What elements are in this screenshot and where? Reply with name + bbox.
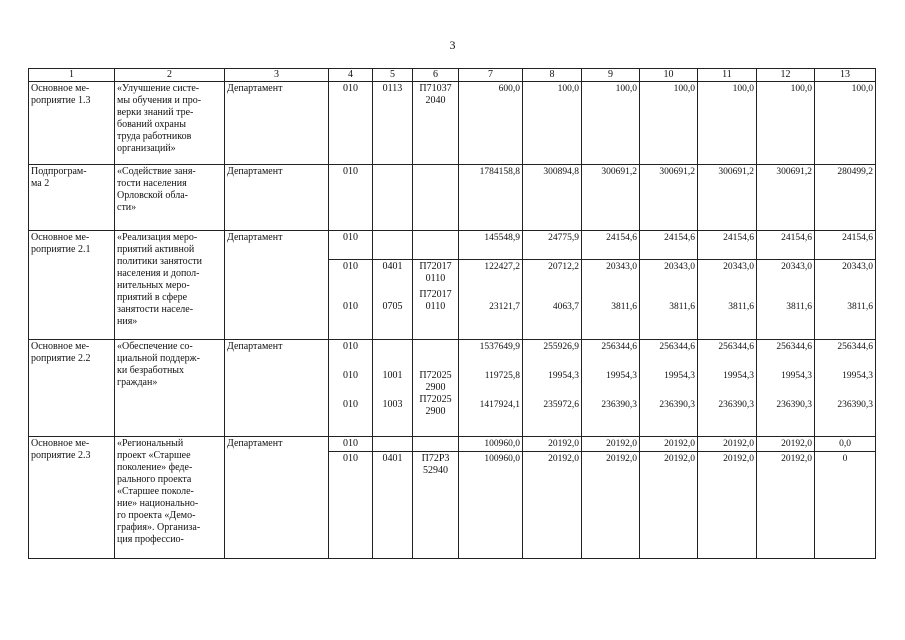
value-cell: 20192,0 [640, 452, 698, 559]
value-cell: 19954,3 [606, 371, 637, 381]
code-rzpr [373, 231, 413, 260]
col-header: 4 [329, 69, 373, 82]
value-cell: 236390,3 [837, 400, 873, 410]
value-cell: 300691,2 [582, 165, 640, 231]
code-grbs: 010 [329, 165, 373, 231]
value-cell: 236390,3 [718, 400, 754, 410]
code-grbs: 010 [343, 261, 358, 272]
value-cell: 100960,0 [459, 437, 523, 452]
col-header: 11 [698, 69, 757, 82]
code-rzpr: 0705 [382, 301, 403, 312]
executor: Департамент [225, 82, 329, 165]
program-name: «Региональный проект «Старшее поколение» феде- рального проекта «Старшее поколе- ние» национально- го проекта «Демо- графия». Организа- ция профессио- [115, 437, 225, 559]
executor: Департамент [225, 340, 329, 437]
value-cell: 600,0 [459, 82, 523, 165]
value-cell: 3811,6 [847, 302, 873, 312]
page-number: 3 [449, 38, 456, 52]
code-csr: П72017 0110 [419, 289, 452, 312]
value-cell: 19954,3 [664, 371, 695, 381]
col-header: 13 [815, 69, 876, 82]
value-cell: 300691,2 [640, 165, 698, 231]
table-row [29, 165, 876, 231]
value-cell: 3811,6 [669, 302, 695, 312]
code-csr: П72Р3 52940 [413, 452, 459, 559]
program-name: «Содействие заня- тости населения Орловской обла- сти» [115, 165, 225, 231]
table-row [29, 340, 876, 437]
table-row [29, 437, 876, 452]
value-cell: 100960,0 [459, 452, 523, 559]
value-cell: 20343,0 [664, 262, 695, 272]
table-row [29, 231, 876, 260]
value-cell: 256344,6 [601, 342, 637, 352]
col-header: 7 [459, 69, 523, 82]
code-rzpr: 1003 [382, 399, 403, 410]
value-cell: 20192,0 [582, 437, 640, 452]
code-grbs: 010 [343, 301, 358, 312]
value-cell: 20192,0 [698, 452, 757, 559]
program-name: «Улучшение систе- мы обучения и про- верки знаний тре- бований охраны труда работников организаций» [115, 82, 225, 165]
value-cell: 24154,6 [640, 231, 698, 260]
value-cell: 3811,6 [786, 302, 812, 312]
col-header: 9 [582, 69, 640, 82]
value-cell: 20712,2 [548, 262, 579, 272]
value-cell: 24154,6 [815, 231, 876, 260]
col-header: 10 [640, 69, 698, 82]
value-cell: 255926,9 [543, 342, 579, 352]
value-cell: 236390,3 [659, 400, 695, 410]
col-header: 3 [225, 69, 329, 82]
value-cell: 20192,0 [757, 452, 815, 559]
value-cell: 100,0 [698, 82, 757, 165]
code-grbs: 010 [343, 341, 358, 352]
code-csr [413, 437, 459, 452]
program-code: Основное ме- роприятие 2.2 [29, 340, 115, 437]
code-grbs: 010 [343, 399, 358, 410]
value-cell: 256344,6 [776, 342, 812, 352]
table-row [29, 82, 876, 165]
value-cell: 19954,3 [842, 371, 873, 381]
value-cell: 20192,0 [698, 437, 757, 452]
value-cell: 20343,0 [606, 262, 637, 272]
col-header: 6 [413, 69, 459, 82]
value-cell: 3811,6 [611, 302, 637, 312]
header-row [29, 69, 876, 82]
value-cell: 300691,2 [757, 165, 815, 231]
code-grbs: 010 [329, 82, 373, 165]
value-cell: 1537649,9 [479, 342, 520, 352]
code-csr: П71037 2040 [413, 82, 459, 165]
value-cell: 119725,8 [484, 371, 520, 381]
value-cell: 23121,7 [489, 302, 520, 312]
budget-table [28, 68, 876, 559]
code-rzpr: 1001 [382, 370, 403, 381]
code-grbs: 010 [343, 370, 358, 381]
value-cell: 4063,7 [552, 302, 579, 312]
value-cell: 19954,3 [723, 371, 754, 381]
code-rzpr [375, 341, 410, 353]
value-cell: 24154,6 [698, 231, 757, 260]
value-cell: 20192,0 [757, 437, 815, 452]
value-cell: 1417924,1 [479, 400, 520, 410]
value-cell: 20343,0 [723, 262, 754, 272]
program-code: Основное ме- роприятие 2.1 [29, 231, 115, 340]
value-cell: 20343,0 [842, 262, 873, 272]
value-cell: 20343,0 [781, 262, 812, 272]
value-cell: 100,0 [523, 82, 582, 165]
value-cell: 256344,6 [837, 342, 873, 352]
col-header: 12 [757, 69, 815, 82]
col-header: 1 [29, 69, 115, 82]
code-rzpr [373, 437, 413, 452]
code-csr [413, 231, 459, 260]
code-rzpr: 0401 [373, 452, 413, 559]
executor: Департамент [225, 437, 329, 559]
value-cell: 256344,6 [659, 342, 695, 352]
program-code: Основное ме- роприятие 1.3 [29, 82, 115, 165]
col-header: 2 [115, 69, 225, 82]
value-cell: 1784158,8 [459, 165, 523, 231]
value-cell: 20192,0 [640, 437, 698, 452]
value-cell: 24154,6 [757, 231, 815, 260]
value-cell: 3811,6 [728, 302, 754, 312]
value-cell: 300691,2 [698, 165, 757, 231]
value-cell: 100,0 [815, 82, 876, 165]
value-cell: 0 [815, 452, 876, 559]
value-cell: 235972,6 [543, 400, 579, 410]
value-cell: 100,0 [640, 82, 698, 165]
value-cell: 236390,3 [601, 400, 637, 410]
value-cell: 256344,6 [718, 342, 754, 352]
code-rzpr [373, 165, 413, 231]
col-header: 5 [373, 69, 413, 82]
value-cell: 122427,2 [484, 262, 520, 272]
executor: Департамент [225, 231, 329, 340]
program-name: «Обеспечение со- циальной поддерж- ки безработных граждан» [115, 340, 225, 437]
program-name: «Реализация меро- приятий активной политики занятости населения и допол- нительных меро- приятий в сфере занятости населе- ния» [115, 231, 225, 340]
code-rzpr: 0401 [382, 261, 403, 272]
value-cell: 20192,0 [523, 437, 582, 452]
code-csr: П72017 0110 [419, 261, 452, 284]
code-csr: П72025 2900 [419, 394, 452, 417]
value-cell: 24775,9 [523, 231, 582, 260]
value-cell: 100,0 [757, 82, 815, 165]
code-csr [413, 165, 459, 231]
value-cell: 24154,6 [582, 231, 640, 260]
program-code: Подпрограм- ма 2 [29, 165, 115, 231]
executor: Департамент [225, 165, 329, 231]
code-grbs: 010 [329, 452, 373, 559]
code-grbs: 010 [329, 231, 373, 260]
code-csr: П72025 2900 [419, 370, 452, 393]
col-header: 8 [523, 69, 582, 82]
value-cell: 100,0 [582, 82, 640, 165]
value-cell: 0,0 [815, 437, 876, 452]
value-cell: 19954,3 [548, 371, 579, 381]
value-cell: 20192,0 [523, 452, 582, 559]
program-code: Основное ме- роприятие 2.3 [29, 437, 115, 559]
value-cell: 19954,3 [781, 371, 812, 381]
code-csr [415, 341, 456, 353]
value-cell: 145548,9 [459, 231, 523, 260]
value-cell: 280499,2 [815, 165, 876, 231]
code-grbs: 010 [329, 437, 373, 452]
value-cell: 236390,3 [776, 400, 812, 410]
value-cell: 20192,0 [582, 452, 640, 559]
code-rzpr: 0113 [373, 82, 413, 165]
value-cell: 300894,8 [523, 165, 582, 231]
